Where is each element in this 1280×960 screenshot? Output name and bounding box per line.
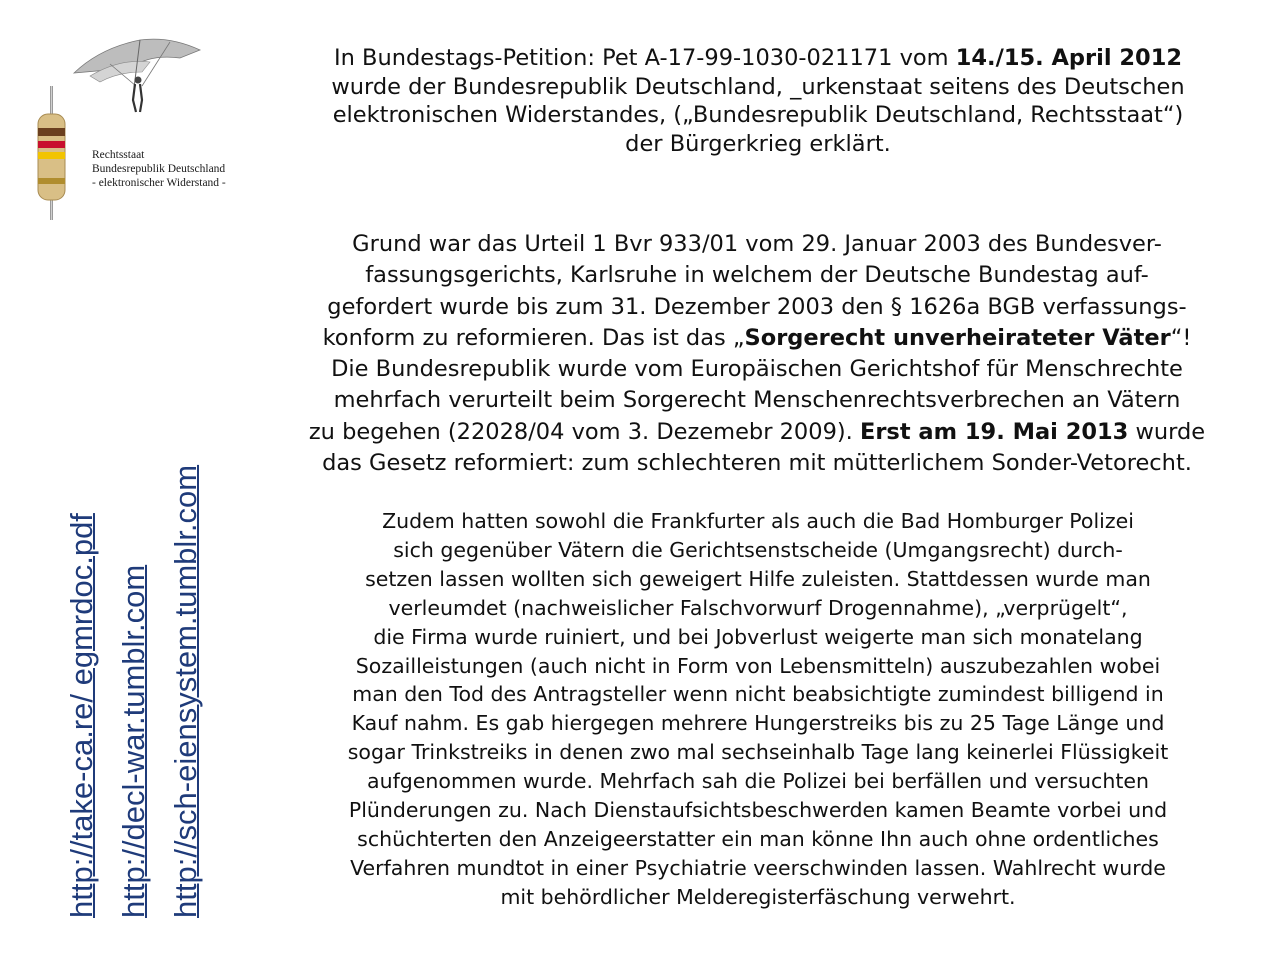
- link-egmrdoc[interactable]: http://take-ca.re/ egmrdoc.pdf: [64, 513, 99, 918]
- logo-line-1: Rechtsstaat: [92, 149, 145, 161]
- p2-line4-text: konform zu reformieren. Das ist das „: [322, 324, 745, 351]
- glider-resistor-illustration: [30, 28, 270, 224]
- paragraph-petition: [256, 44, 1260, 158]
- p2-line3: gefordert wurde bis zum 31. Dezember 2003 den § 1626a BGB verfassungs-: [327, 293, 1187, 320]
- p3-line: die Firma wurde ruiniert, und bei Jobverlust weigerte man sich monatelang: [373, 624, 1143, 649]
- p3-line: Sozailleistungen (auch nicht in Form von Lebensmitteln) auszubezahlen wobei: [355, 653, 1161, 678]
- p2-line4-end: “!: [1170, 324, 1192, 351]
- p2-line7-end: wurde: [1128, 418, 1206, 445]
- p3-line: Verfahren mundtot in einer Psychiatrie veerschwinden lassen. Wahlrecht wurde: [350, 855, 1166, 880]
- paragraph-police: [256, 507, 1260, 912]
- p1-line2: wurde der Bundesrepublik Deutschland, _urkenstaat seitens des Deutschen: [331, 73, 1185, 100]
- p2-line8: das Gesetz reformiert: zum schlechteren mit mütterlichem Sonder-Vetorecht.: [322, 450, 1192, 477]
- p2-line1: Grund war das Urteil 1 Bvr 933/01 vom 29. Januar 2003 des Bundesver-: [352, 231, 1162, 257]
- logo: [30, 28, 270, 224]
- p3-line: verleumdet (nachweislicher Falschvorwurf Drogennahme), „verprügelt“,: [388, 595, 1128, 620]
- logo-line-2: Bundesrepublik Deutschland: [92, 163, 226, 175]
- p1-line3: elektronischen Widerstandes, („Bundesrepublik Deutschland, Rechtsstaat“): [332, 102, 1184, 128]
- p2-line7-text: zu begehen (22028/04 vom 3. Dezemebr 2009).: [308, 418, 860, 445]
- p2-line2: fassungsgerichts, Karlsruhe in welchem der Deutsche Bundestag auf-: [365, 262, 1149, 289]
- p3-line: Plünderungen zu. Nach Dienstaufsichtsbeschwerden kamen Beamte vorbei und: [348, 798, 1168, 823]
- paragraph-reason: [250, 229, 1264, 479]
- p3-line: man den Tod des Antragsteller wenn nicht beabsichtigte zumindest billigend in: [352, 682, 1164, 707]
- logo-line-3: - elektronischer Widerstand -: [92, 177, 226, 189]
- p3-line: schüchterten den Anzeigeerstatter ein man könne Ihn auch ohne ordentliches: [357, 826, 1159, 851]
- p3-line: setzen lassen wollten sich geweigert Hilfe zuleisten. Stattdessen wurde man: [365, 566, 1151, 591]
- p2-line5: Die Bundesrepublik wurde vom Europäischen Gerichtshof für Menschrechte: [331, 356, 1183, 383]
- p2-line6: mehrfach verurteilt beim Sorgerecht Menschenrechtsverbrechen an Vätern: [333, 387, 1181, 414]
- p3-line: sogar Trinkstreiks in denen zwo mal sechseinhalb Tage lang keinerlei Flüssigkeit: [347, 740, 1169, 765]
- p3-line: Kauf nahm. Es gab hiergegen mehrere Hungerstreiks bis zu 25 Tage Länge und: [351, 711, 1165, 736]
- p1-line4: der Bürgerkrieg erklärt.: [625, 130, 891, 157]
- link-decl-war[interactable]: http://decl-war.tumblr.com: [116, 564, 151, 918]
- p3-line: mit behördlicher Melderegisterfäschung verwehrt.: [500, 884, 1016, 909]
- p3-line: aufgenommen wurde. Mehrfach sah die Polizei bei berfällen und versuchten: [367, 769, 1149, 794]
- vertical-links: [56, 318, 212, 918]
- p1-date-bold: 14./15. April 2012: [955, 45, 1183, 71]
- p1-line1-text: In Bundestags-Petition: Pet A-17-99-1030-021171 vom: [333, 45, 956, 71]
- link-sch-eiensystem[interactable]: http://sch-eiensystem.tumblr.com: [168, 464, 203, 918]
- p2-date-bold: Erst am 19. Mai 2013: [859, 418, 1129, 445]
- p3-line: Zudem hatten sowohl die Frankfurter als auch die Bad Homburger Polizei: [382, 509, 1134, 533]
- p3-line: sich gegenüber Vätern die Gerichtsenstscheide (Umgangsrecht) durch-: [393, 537, 1123, 562]
- p2-sorgerecht-bold: Sorgerecht unverheirateter Väter: [744, 324, 1171, 351]
